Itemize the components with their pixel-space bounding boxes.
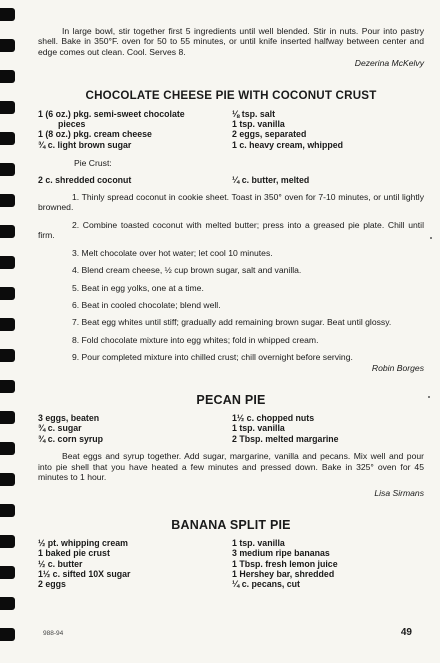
ingredient: 1 (6 oz.) pkg. semi-sweet chocolate <box>38 108 185 119</box>
ingredient: 1 Tbsp. fresh lemon juice <box>232 558 338 569</box>
recipe-step: 5. Beat in egg yolks, one at a time. <box>72 282 204 293</box>
ingredient-column-left <box>38 109 230 151</box>
ingredient-column-left <box>38 413 230 444</box>
recipe-step: 9. Pour completed mixture into chilled crust; chill overnight before serving. <box>72 352 353 363</box>
binding-ring <box>0 504 15 517</box>
binding-ring <box>0 101 15 114</box>
ingredient: 2 c. shredded coconut <box>38 174 132 185</box>
binding-ring <box>0 225 15 238</box>
recipe-author: Robin Borges <box>371 362 424 373</box>
paper-speck <box>430 237 432 239</box>
binding-ring <box>0 163 15 176</box>
recipe-step: 6. Beat in cooled chocolate; blend well. <box>72 299 221 310</box>
ingredient: ¼ c. butter, melted <box>232 174 310 185</box>
ingredient: ¾ c. light brown sugar <box>38 139 132 150</box>
ingredient: 3 eggs, beaten <box>38 412 100 423</box>
binding-ring <box>0 318 15 331</box>
binding-ring <box>0 597 15 610</box>
ingredient: 2 eggs <box>38 579 66 590</box>
ingredient-column-left <box>38 538 230 590</box>
binding-ring <box>0 442 15 455</box>
ingredient: 1 baked pie crust <box>38 548 110 559</box>
binding-ring <box>0 194 15 207</box>
ingredient: ½ pt. whipping cream <box>38 537 128 548</box>
binding-ring <box>0 628 15 641</box>
cookbook-page <box>38 4 424 590</box>
recipe-step: 1. Thinly spread coconut in cookie sheet. Toast in 350° oven for 7-10 minutes, or until lightly browned. <box>38 192 424 213</box>
binding-ring <box>0 70 15 83</box>
binding-ring <box>0 8 15 21</box>
intro-instructions: In large bowl, stir together first 5 ingredients until well blended. Stir in nuts. Pour into pastry shell. Bake in 350°F. oven for 50 to 55 minutes, or until knife inserted halfway between center and edge comes out clean. Cool. Serves 8. <box>38 26 424 57</box>
ingredient: ¼ c. pecans, cut <box>232 579 300 590</box>
ingredient: ½ c. butter <box>38 558 83 569</box>
ingredient: 1 tsp. vanilla <box>232 119 285 130</box>
ingredient-column-right <box>230 109 424 151</box>
ingredient: ⅛ tsp. salt <box>232 108 276 119</box>
binding-ring <box>0 566 15 579</box>
spiral-binding <box>0 0 26 663</box>
crust-heading: Pie Crust: <box>74 158 112 169</box>
recipe-title-chocolate: CHOCOLATE CHEESE PIE WITH COCONUT CRUST <box>85 88 377 102</box>
ingredient: 1 Hershey bar, shredded <box>232 569 335 579</box>
print-code: 988-94 <box>43 630 64 637</box>
ingredient: 1 c. heavy cream, whipped <box>232 139 343 150</box>
binding-ring <box>0 256 15 269</box>
ingredient-list <box>38 109 424 151</box>
recipe-step: 3. Melt chocolate over hot water; let cool 10 minutes. <box>72 247 273 258</box>
paper-speck <box>428 396 430 398</box>
crust-ingredients <box>38 175 424 185</box>
ingredient: 2 Tbsp. melted margarine <box>232 433 339 444</box>
page-number: 49 <box>400 627 412 638</box>
binding-ring <box>0 535 15 548</box>
binding-ring <box>0 287 15 300</box>
ingredient-column-left <box>38 175 230 185</box>
binding-ring <box>0 132 15 145</box>
recipe-step: 4. Blend cream cheese, ½ cup brown sugar, salt and vanilla. <box>72 265 302 276</box>
ingredient-column-right <box>230 413 424 444</box>
ingredient: 1 tsp. vanilla <box>232 423 285 434</box>
binding-ring <box>0 473 15 486</box>
recipe-instructions: Beat eggs and syrup together. Add sugar, margarine, vanilla and pecans. Mix well and pour into pie shell that you have heated a few minutes and pressed down. Bake in 325° oven for 45 minutes to 1 hour. <box>38 451 424 482</box>
recipe-step: 8. Fold chocolate mixture into egg whites; fold in whipped cream. <box>72 334 319 345</box>
binding-ring <box>0 349 15 362</box>
ingredient: 2 eggs, separated <box>232 129 307 140</box>
binding-ring <box>0 411 15 424</box>
ingredient-list <box>38 413 424 444</box>
ingredient: 1 tsp. vanilla <box>232 537 285 548</box>
ingredient: 1½ c. sifted 10X sugar <box>38 569 131 579</box>
binding-ring <box>0 380 15 393</box>
ingredient-column-right <box>230 538 424 590</box>
ingredient-list <box>38 538 424 590</box>
recipe-step: 2. Combine toasted coconut with melted butter; press into a greased pie plate. Chill until firm. <box>38 219 424 241</box>
recipe-title-pecan: PECAN PIE <box>196 392 266 407</box>
ingredient: 1 (8 oz.) pkg. cream cheese <box>38 129 152 140</box>
ingredient: 1½ c. chopped nuts <box>232 412 315 423</box>
recipe-title-banana: BANANA SPLIT PIE <box>171 517 291 532</box>
recipe-author: Lisa Sirmans <box>374 488 424 499</box>
ingredient: 3 medium ripe bananas <box>232 548 330 559</box>
ingredient: pieces <box>58 119 86 130</box>
ingredient: ¾ c. corn syrup <box>38 433 104 444</box>
ingredient-column-right <box>230 175 424 185</box>
ingredient: ¾ c. sugar <box>38 423 82 434</box>
binding-ring <box>0 39 15 52</box>
recipe-step: 7. Beat egg whites until stiff; gradually add remaining brown sugar. Beat until glossy. <box>72 317 392 328</box>
recipe-author: Dezerina McKelvy <box>354 58 424 69</box>
